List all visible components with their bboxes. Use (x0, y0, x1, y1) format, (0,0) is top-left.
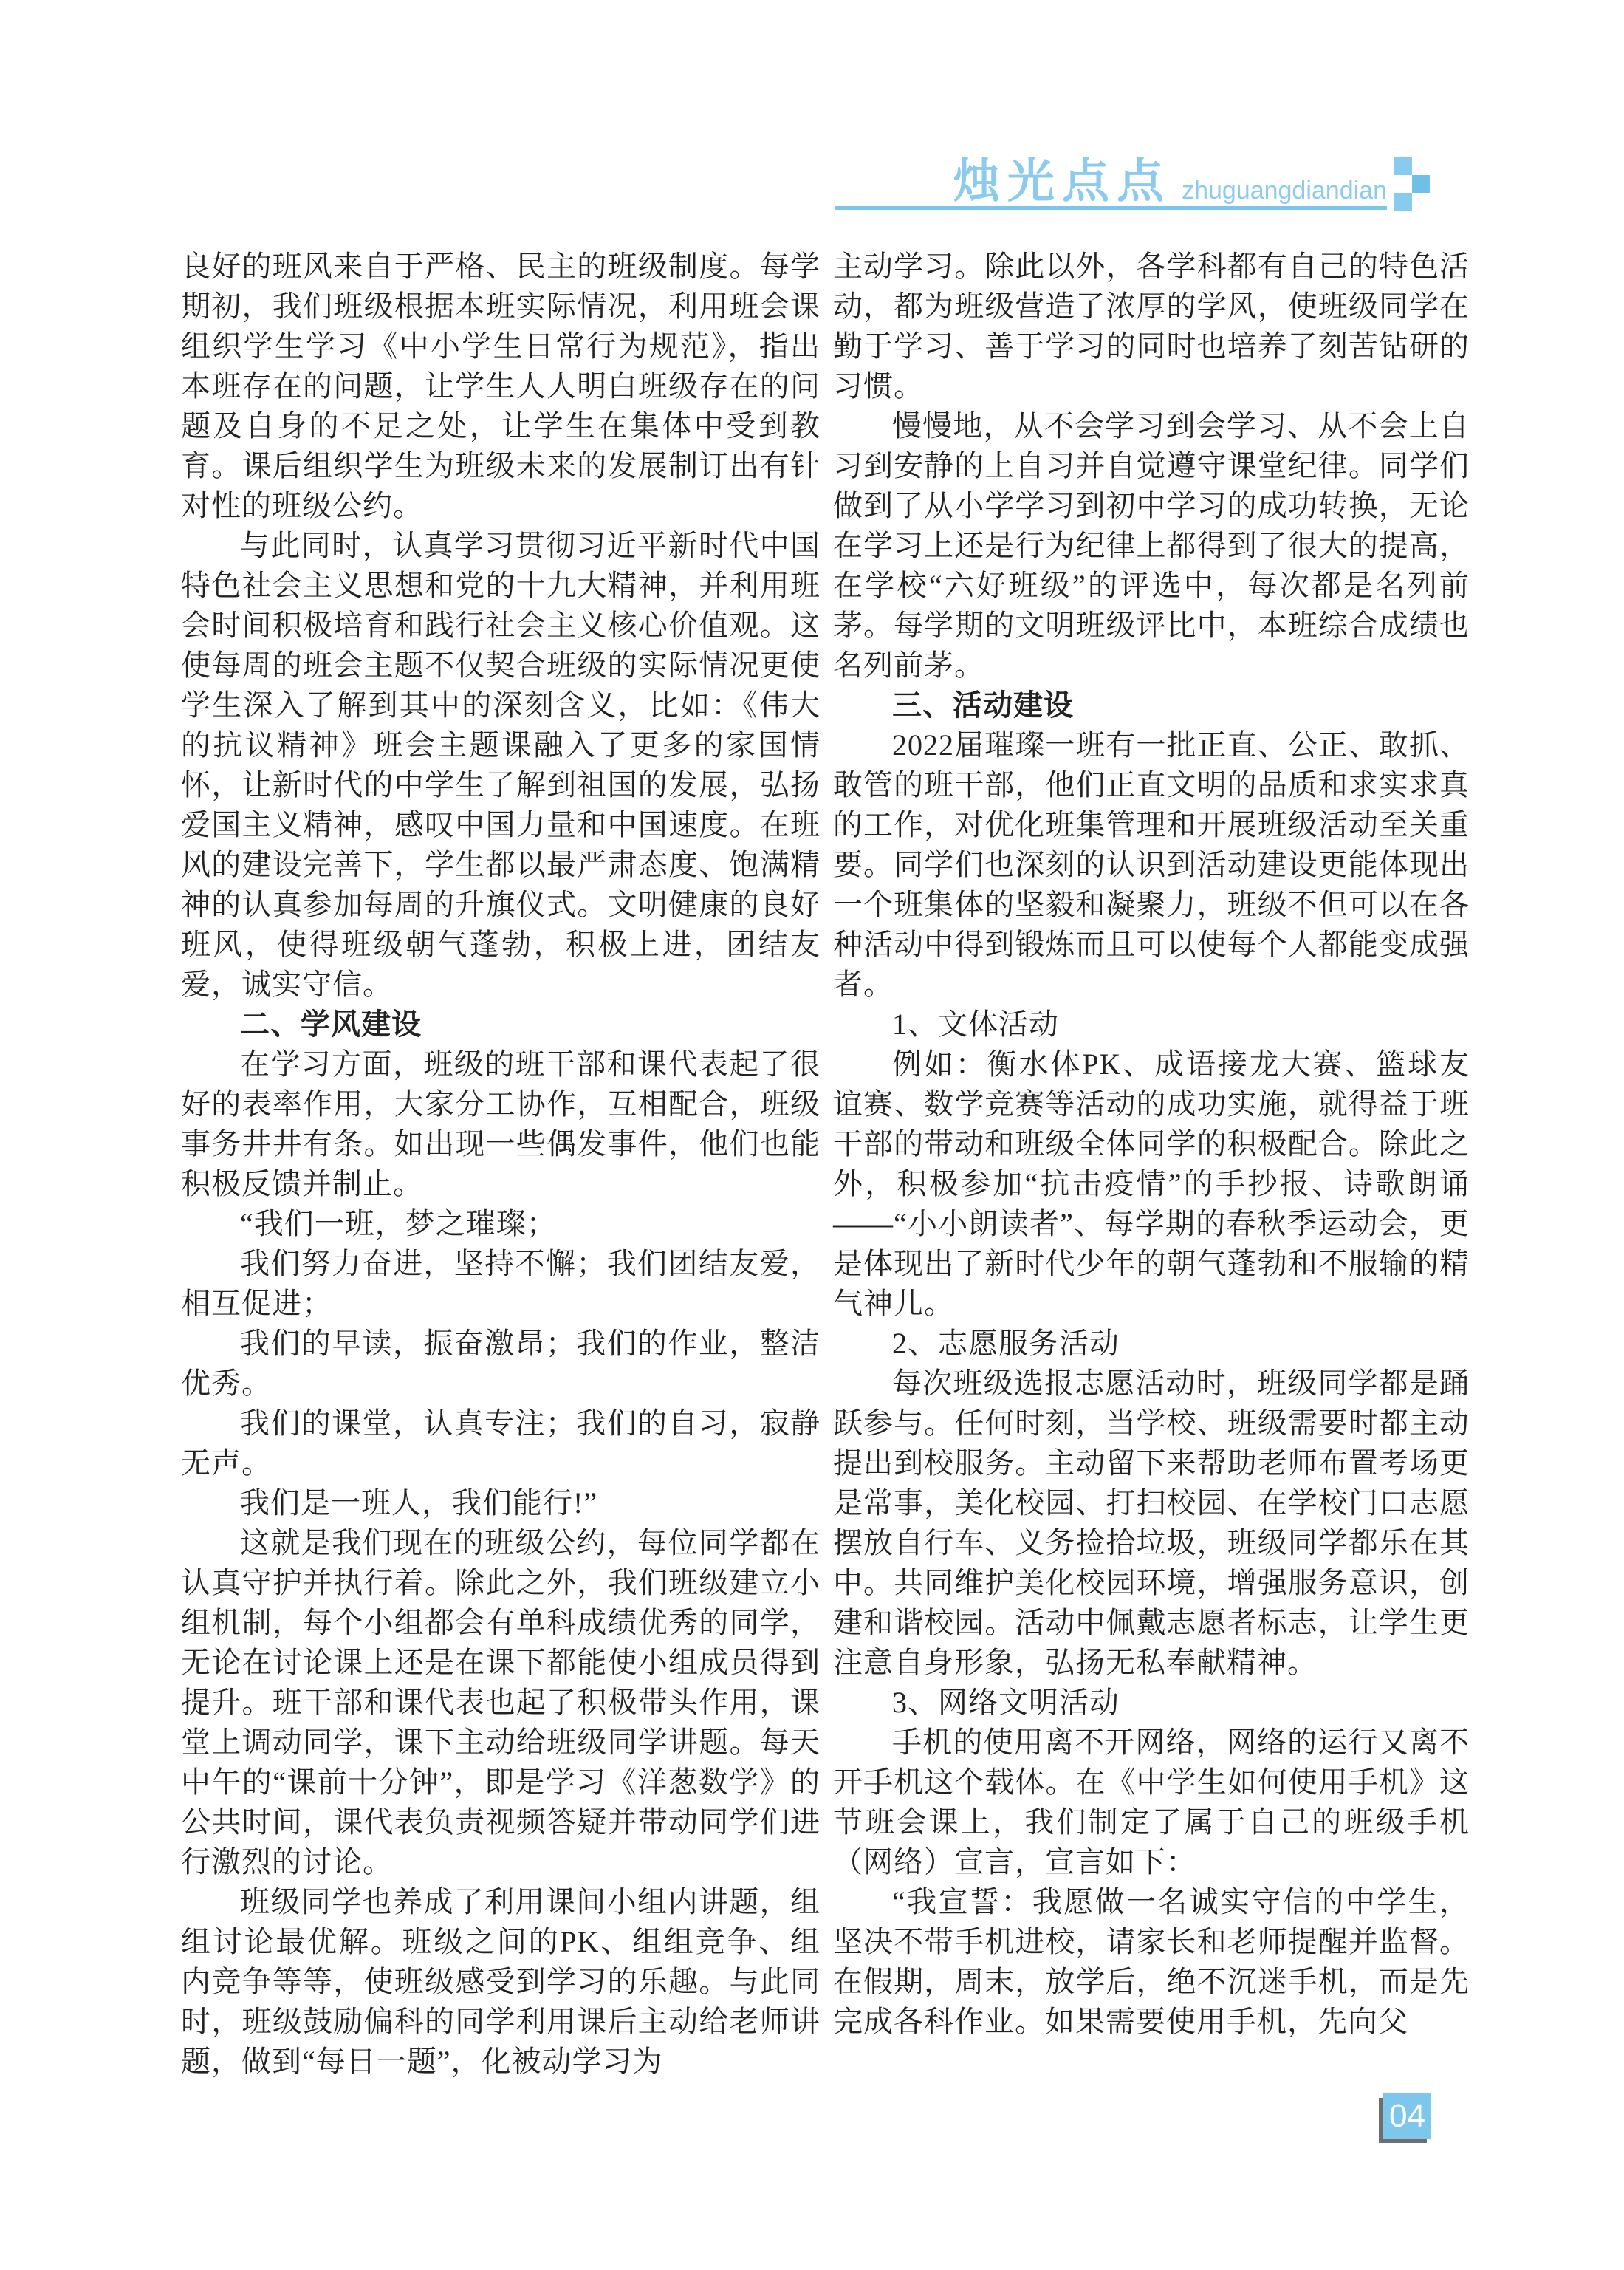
paragraph: “我宣誓：我愿做一名诚实守信的中学生，坚决不带手机进校，请家长和老师提醒并监督。在假期，周末，放学后，绝不沉迷手机，而是先完成各科作业。如果需要使用手机，先向父 (833, 1885, 1470, 2038)
paragraph: 例如：衡水体PK、成语接龙大赛、篮球友谊赛、数学竞赛等活动的成功实施，就得益于班干部的带动和班级全体同学的积极配合。除此之外，积极参加“抗击疫情”的手抄报、诗歌朗诵——“小小朗读者”、每学期的春秋季运动会，更是体现出了新时代少年的朝气蓬勃和不服输的精气神儿。 (833, 1047, 1470, 1320)
sub-heading: 1、文体活动 (892, 1008, 1059, 1041)
paragraph: “我们一班，梦之璀璨； (240, 1207, 557, 1240)
paragraph: 每次班级选报志愿活动时，班级同学都是踊跃参与。任何时刻，当学校、班级需要时都主动提出到校服务。主动留下来帮助老师布置考场更是常事，美化校园、打扫校园、在学校门口志愿摆放自行车、义务捡拾垃圾，班级同学都乐在其中。共同维护美化校园环境，增强服务意识，创建和谐校园。活动中佩戴志愿者标志，让学生更注意自身形象，弘扬无私奉献精神。 (833, 1367, 1470, 1679)
paragraph: 我们的课堂，认真专注；我们的自习，寂静无声。 (181, 1406, 820, 1480)
section-heading: 三、活动建设 (892, 688, 1074, 722)
page-number-badge (1383, 2093, 1431, 2139)
paragraph: 主动学习。除此以外，各学科都有自己的特色活动，都为班级营造了浓厚的学风，使班级同学在勤于学习、善于学习的同时也培养了刻苦钻研的习惯。 (833, 250, 1470, 403)
masthead (835, 145, 1387, 210)
decor-square-icon (1394, 193, 1412, 211)
magazine-title-pinyin: zhuguangdiandian (1182, 177, 1387, 205)
sub-heading: 2、志愿服务活动 (892, 1327, 1120, 1360)
paragraph: 2022届璀璨一班有一批正直、公正、敢抓、敢管的班干部，他们正直文明的品质和求实求真的工作，对优化班集管理和开展班级活动至关重要。同学们也深刻的认识到活动建设更能体现出一个班集体的坚毅和凝聚力，班级不但可以在各种活动中得到锻炼而且可以使每个人都能变成强者。 (833, 728, 1470, 1001)
paragraph: 我们的早读，振奋激昂；我们的作业，整洁优秀。 (181, 1327, 820, 1400)
left-column (181, 247, 820, 2082)
paragraph: 手机的使用离不开网络，网络的运行又离不开手机这个载体。在《中学生如何使用手机》这节班会课上，我们制定了属于自己的班级手机（网络）宣言，宣言如下： (833, 1726, 1470, 1878)
paragraph: 与此同时，认真学习贯彻习近平新时代中国特色社会主义思想和党的十九大精神，并利用班会时间积极培育和践行社会主义核心价值观。这使每周的班会主题不仅契合班级的实际情况更使学生深入了解到其中的深刻含义，比如：《伟大的抗议精神》班会主题课融入了更多的家国情怀，让新时代的中学生了解到祖国的发展，弘扬爱国主义精神，感叹中国力量和中国速度。在班风的建设完善下，学生都以最严肃态度、饱满精神的认真参加每周的升旗仪式。文明健康的良好班风，使得班级朝气蓬勃，积极上进，团结友爱，诚实守信。 (181, 529, 820, 1001)
right-column (833, 247, 1470, 2042)
paragraph: 在学习方面，班级的班干部和课代表起了很好的表率作用，大家分工协作，互相配合，班级事务井井有条。如出现一些偶发事件，他们也能积极反馈并制止。 (181, 1047, 820, 1200)
paragraph: 我们努力奋进，坚持不懈；我们团结友爱，相互促进； (181, 1247, 820, 1320)
paragraph: 这就是我们现在的班级公约，每位同学都在认真守护并执行着。除此之外，我们班级建立小组机制，每个小组都会有单科成绩优秀的同学，无论在讨论课上还是在课下都能使小组成员得到提升。班干部和课代表也起了积极带头作用，课堂上调动同学，课下主动给班级同学讲题。每天中午的“课前十分钟”，即是学习《洋葱数学》的公共时间，课代表负责视频答疑并带动同学们进行激烈的讨论。 (181, 1526, 820, 1878)
sub-heading: 3、网络文明活动 (892, 1686, 1120, 1719)
page-number: 04 (1389, 2097, 1425, 2134)
magazine-title: 烛光点点 (953, 154, 1172, 208)
paragraph: 我们是一班人，我们能行!” (240, 1486, 598, 1519)
paragraph: 班级同学也养成了利用课间小组内讲题，组组讨论最优解。班级之间的PK、组组竞争、组内竞争等等，使班级感受到学习的乐趣。与此同时，班级鼓励偏科的同学利用课后主动给老师讲题，做到“每日一题”，化被动学习为 (181, 1885, 820, 2078)
decor-square-icon (1412, 175, 1430, 193)
paragraph: 良好的班风来自于严格、民主的班级制度。每学期初，我们班级根据本班实际情况，利用班会课组织学生学习《中小学生日常行为规范》，指出本班存在的问题，让学生人人明白班级存在的问题及自身的不足之处，让学生在集体中受到教育。课后组织学生为班级未来的发展制订出有针对性的班级公约。 (181, 250, 820, 522)
decor-square-icon (1394, 157, 1412, 175)
paragraph: 慢慢地，从不会学习到会学习、从不会上自习到安静的上自习并自觉遵守课堂纪律。同学们做到了从小学学习到初中学习的成功转换，无论在学习上还是行为纪律上都得到了很大的提高，在学校“六好班级”的评选中，每次都是名列前茅。每学期的文明班级评比中，本班综合成绩也名列前茅。 (833, 409, 1470, 682)
section-heading: 二、学风建设 (240, 1008, 422, 1041)
